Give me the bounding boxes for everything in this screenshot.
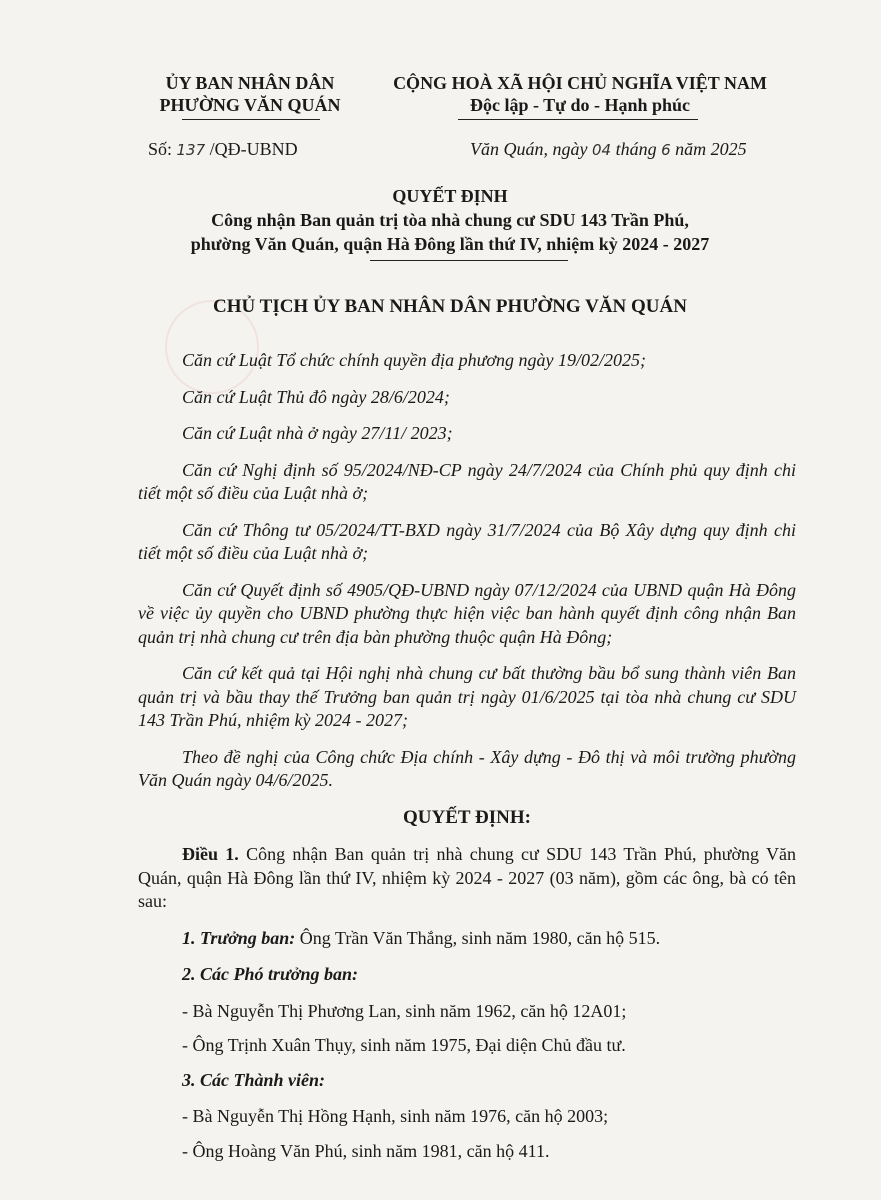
- member-item: - Bà Nguyễn Thị Hồng Hạnh, sinh năm 1976, căn hộ 2003;: [182, 1106, 609, 1126]
- article-1-text: Công nhận Ban quản trị nhà chung cư SDU 143 Trần Phú, phường Văn Quán, quận Hà Đông lần thứ IV, nhiệm kỳ 2024 - 2027 (03 năm), gồm các ông, bà có tên sau:: [138, 844, 796, 911]
- head-of-board: [138, 927, 796, 951]
- issuing-authority: [130, 72, 370, 116]
- document-date: [470, 139, 747, 160]
- members-heading: [138, 1069, 796, 1093]
- title-subject-2: phường Văn Quán, quận Hà Đông lần thứ IV, nhiệm kỳ 2024 - 2027: [190, 234, 710, 254]
- deputy-item: - Ông Trịnh Xuân Thụy, sinh năm 1975, Đại diện Chủ đầu tư.: [182, 1035, 626, 1055]
- authority-line-1: ỦY BAN NHÂN DÂN: [165, 73, 335, 93]
- basis-paragraph: Căn cứ Luật nhà ở ngày 27/11/ 2023;: [182, 423, 453, 443]
- authority-heading: CHỦ TỊCH ỦY BAN NHÂN DÂN PHƯỜNG VĂN QUÁN: [213, 296, 687, 317]
- basis-paragraph: Theo đề nghị của Công chức Địa chính - Xây dựng - Đô thị và môi trường phường Văn Quán ngày 04/6/2025.: [138, 746, 796, 790]
- article-1-label: Điều 1.: [182, 844, 239, 864]
- motto-underline: [458, 119, 698, 120]
- deputies-label: 2. Các Phó trưởng ban:: [182, 964, 358, 984]
- basis-paragraph: Căn cứ Thông tư 05/2024/TT-BXD ngày 31/7/2024 của Bộ Xây dựng quy định chi tiết một số điều của Luật nhà ở;: [138, 519, 796, 563]
- national-motto: [370, 72, 790, 116]
- head-text: Ông Trần Văn Thắng, sinh năm 1980, căn hộ 515.: [295, 927, 661, 948]
- member-item: - Ông Hoàng Văn Phú, sinh năm 1981, căn hộ 411.: [182, 1140, 550, 1161]
- date-part-2: tháng: [615, 139, 657, 159]
- document-number: [148, 139, 298, 160]
- deputies-heading: [138, 963, 796, 987]
- head-label: 1. Trưởng ban:: [182, 927, 296, 948]
- title-subject-1: Công nhận Ban quản trị tòa nhà chung cư SDU 143 Trần Phú,: [211, 210, 689, 230]
- date-part-3: năm 2025: [675, 139, 747, 159]
- date-part-1: Văn Quán, ngày: [470, 139, 588, 159]
- basis-paragraph: Căn cứ kết quả tại Hội nghị nhà chung cư bất thường bầu bổ sung thành viên Ban quản trị và bầu thay thế Trưởng ban quản trị ngày 01/6/2025 tại tòa nhà chung cư SDU 143 Trần Phú, nhiệm kỳ 2024 - 2027;: [138, 663, 796, 730]
- deputy-item: - Bà Nguyễn Thị Phương Lan, sinh năm 1962, căn hộ 12A01;: [182, 1000, 627, 1021]
- decision-heading: QUYẾT ĐỊNH:: [403, 806, 531, 828]
- authority-underline: [182, 119, 320, 120]
- number-suffix: /QĐ-UBND: [209, 139, 298, 159]
- handwritten-day: 04: [591, 141, 612, 159]
- basis-paragraph: Căn cứ Quyết định số 4905/QĐ-UBND ngày 07/12/2024 của UBND quận Hà Đông về việc ủy quyền cho UBND phường thực hiện việc ban hành quyết định công nhận Ban quản trị nhà chung cư trên địa bàn phường thuộc quận Hà Đông;: [138, 579, 796, 647]
- basis-paragraph: Căn cứ Nghị định số 95/2024/NĐ-CP ngày 24/7/2024 của Chính phủ quy định chi tiết một số điều của Luật nhà ở;: [138, 459, 796, 503]
- article-1: [138, 843, 796, 914]
- title-underline: [370, 260, 568, 261]
- number-prefix: Số:: [148, 139, 173, 159]
- authority-line-2: PHƯỜNG VĂN QUÁN: [159, 95, 341, 115]
- basis-paragraph: Căn cứ Luật Tổ chức chính quyền địa phương ngày 19/02/2025;: [182, 350, 647, 370]
- motto: Độc lập - Tự do - Hạnh phúc: [469, 95, 691, 115]
- basis-paragraph: Căn cứ Luật Thủ đô ngày 28/6/2024;: [182, 386, 450, 407]
- handwritten-number: 137: [176, 141, 206, 159]
- country-name: CỘNG HOÀ XÃ HỘI CHỦ NGHĨA VIỆT NAM: [393, 73, 767, 93]
- title-heading: QUYẾT ĐỊNH: [392, 186, 508, 206]
- handwritten-month: 6: [661, 141, 671, 159]
- decision-title: [60, 184, 840, 256]
- members-label: 3. Các Thành viên:: [182, 1069, 326, 1090]
- document-body: [138, 349, 796, 1174]
